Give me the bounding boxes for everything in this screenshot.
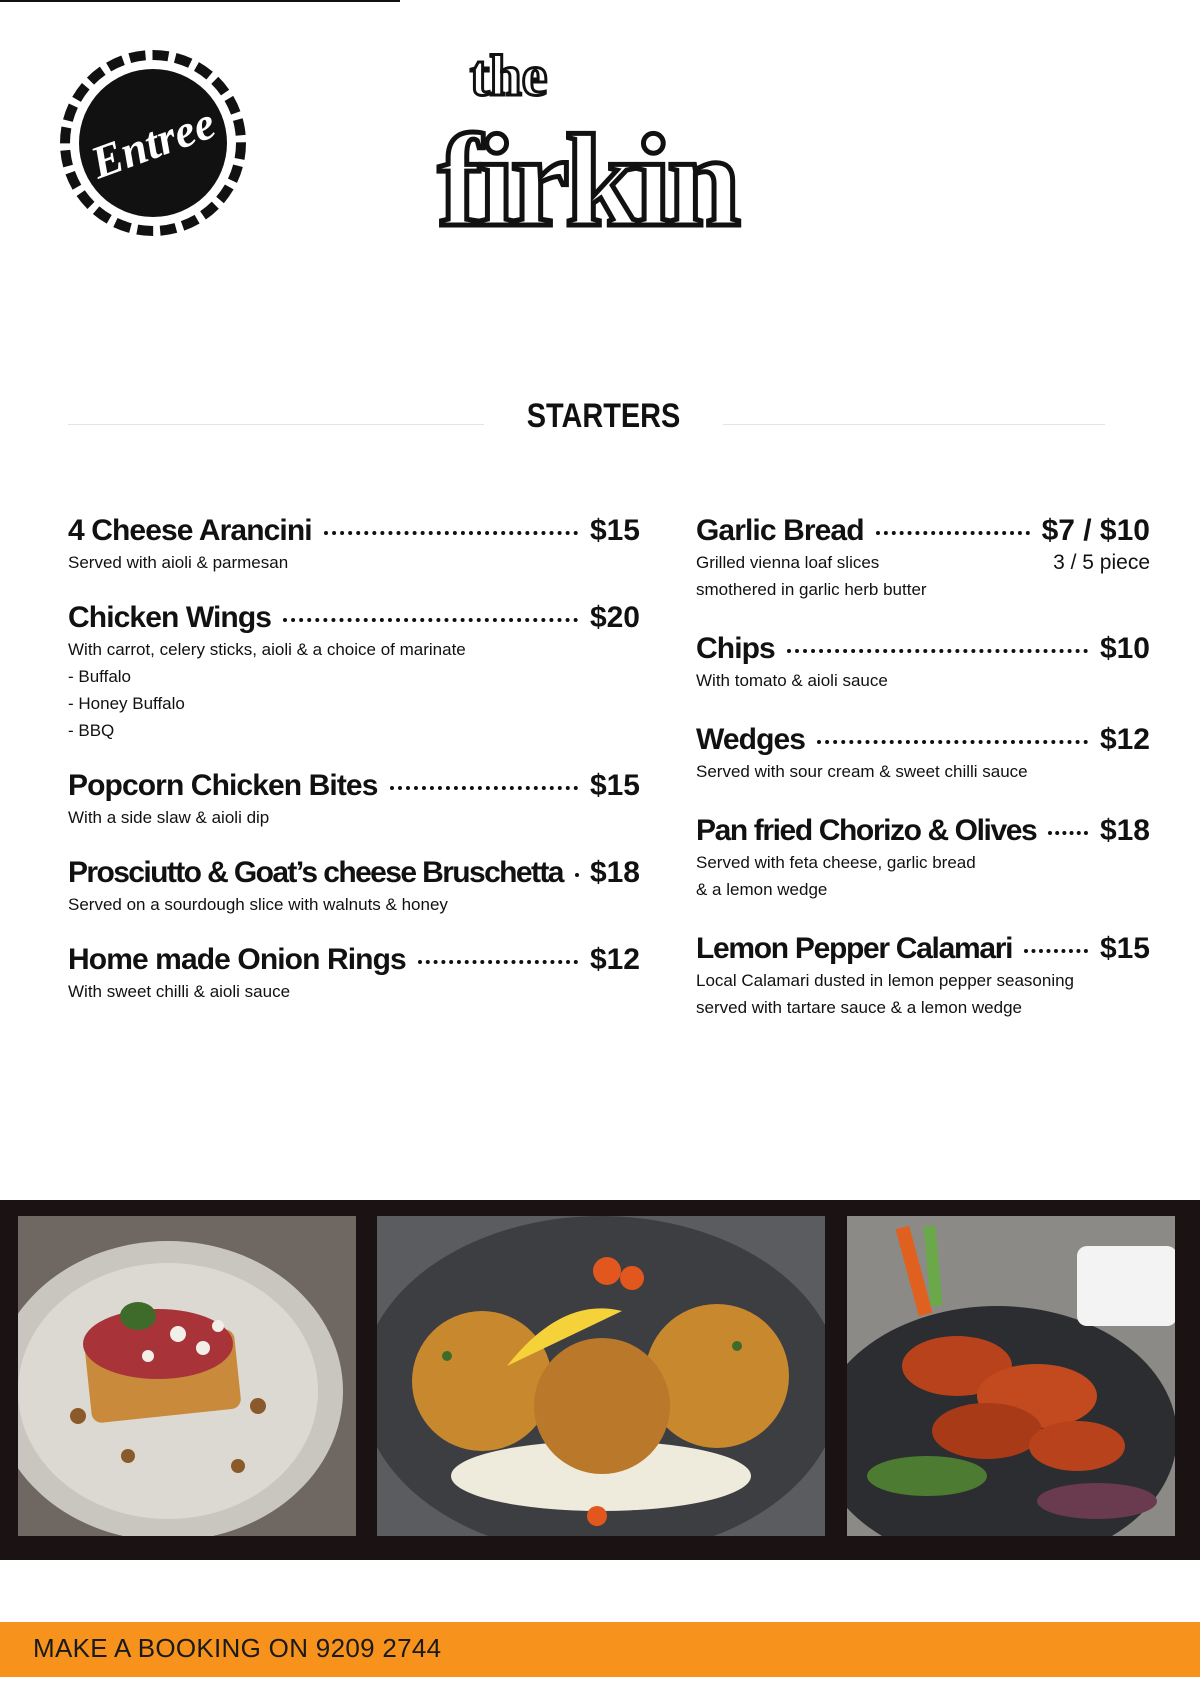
item-description: Served with sour cream & sweet chilli sauce: [696, 762, 1028, 781]
item-price: $15: [1099, 932, 1150, 965]
leader-dots: [575, 873, 578, 877]
menu-item: [68, 942, 640, 1005]
leader-dots: [876, 531, 1030, 535]
item-description: & a lemon wedge: [696, 880, 828, 899]
bruschetta-photo: [18, 1216, 356, 1536]
leader-dots: [1024, 949, 1088, 953]
item-description: Served on a sourdough slice with walnuts & honey: [68, 895, 448, 914]
item-description: With sweet chilli & aioli sauce: [68, 982, 291, 1001]
menu-item: [696, 631, 1150, 694]
leader-dots: [787, 649, 1088, 653]
item-price: $20: [589, 601, 640, 634]
marinade-option: - Buffalo: [68, 667, 132, 686]
logo-small-text: the: [470, 43, 548, 108]
item-description: Local Calamari dusted in lemon pepper seasoning: [696, 971, 1075, 990]
item-name: Chips: [696, 632, 775, 665]
menu-item: [68, 855, 640, 918]
booking-footer-bar: [0, 1622, 1200, 1677]
leader-dots: [817, 740, 1088, 744]
arancini-photo: [377, 1216, 825, 1536]
item-description: Grilled vienna loaf slices: [696, 553, 880, 572]
leader-dots: [418, 960, 578, 964]
item-name: Wedges: [696, 723, 806, 756]
item-name: 4 Cheese Arancini: [68, 514, 312, 547]
the-firkin-logo: [430, 40, 810, 240]
piece-count-note: 3 / 5 piece: [1053, 551, 1150, 574]
item-price: $12: [589, 943, 640, 976]
item-description: served with tartare sauce & a lemon wedge: [696, 998, 1023, 1017]
item-price: $15: [589, 514, 640, 547]
menu-item: [68, 768, 640, 831]
leader-dots: [1048, 831, 1088, 835]
section-rule-right: [723, 424, 1105, 425]
item-price: $12: [1099, 723, 1150, 756]
item-price: $18: [589, 856, 640, 889]
item-name: Home made Onion Rings: [68, 943, 406, 976]
leader-dots: [283, 618, 578, 622]
section-title: STARTERS: [526, 397, 681, 435]
logo-large-text: firkin: [438, 107, 737, 240]
menu-column-right: [696, 513, 1150, 1021]
top-border-line: [0, 0, 400, 2]
entree-badge: [58, 48, 248, 238]
item-name: Prosciutto & Goat’s cheese Bruschetta: [68, 856, 563, 889]
food-photo-strip: [0, 1200, 1200, 1560]
menu-item: [696, 722, 1150, 785]
item-description: Served with aioli & parmesan: [68, 553, 289, 572]
item-description: Served with feta cheese, garlic bread: [696, 853, 976, 872]
entree-badge-icon: [58, 48, 248, 238]
item-name: Pan fried Chorizo & Olives: [696, 814, 1037, 847]
menu-item: [68, 513, 640, 576]
item-name: Popcorn Chicken Bites: [68, 769, 378, 802]
item-description: smothered in garlic herb butter: [696, 580, 927, 599]
item-name: Chicken Wings: [68, 601, 272, 634]
item-price: $18: [1099, 814, 1150, 847]
menu-column-left: [68, 513, 640, 1005]
menu-item: [696, 513, 1150, 603]
booking-phone-text: MAKE A BOOKING ON 9209 2744: [33, 1633, 442, 1663]
leader-dots: [324, 531, 578, 535]
item-name: Garlic Bread: [696, 514, 864, 547]
item-description: With carrot, celery sticks, aioli & a choice of marinate: [68, 640, 466, 659]
item-description: With a side slaw & aioli dip: [68, 808, 270, 827]
item-description: With tomato & aioli sauce: [696, 671, 888, 690]
item-price: $10: [1099, 632, 1150, 665]
marinade-option: - BBQ: [68, 721, 115, 740]
item-price: $7 / $10: [1041, 514, 1150, 547]
leader-dots: [390, 786, 578, 790]
marinade-option: - Honey Buffalo: [68, 694, 185, 713]
menu-item: [696, 931, 1150, 1021]
item-name: Lemon Pepper Calamari: [696, 932, 1013, 965]
badge-text: Entree: [84, 96, 222, 189]
menu-item: [696, 813, 1150, 903]
section-header: [68, 395, 1105, 455]
item-price: $15: [589, 769, 640, 802]
section-rule-left: [68, 424, 484, 425]
chicken-wings-photo: [847, 1216, 1175, 1536]
menu-item: [68, 600, 640, 744]
